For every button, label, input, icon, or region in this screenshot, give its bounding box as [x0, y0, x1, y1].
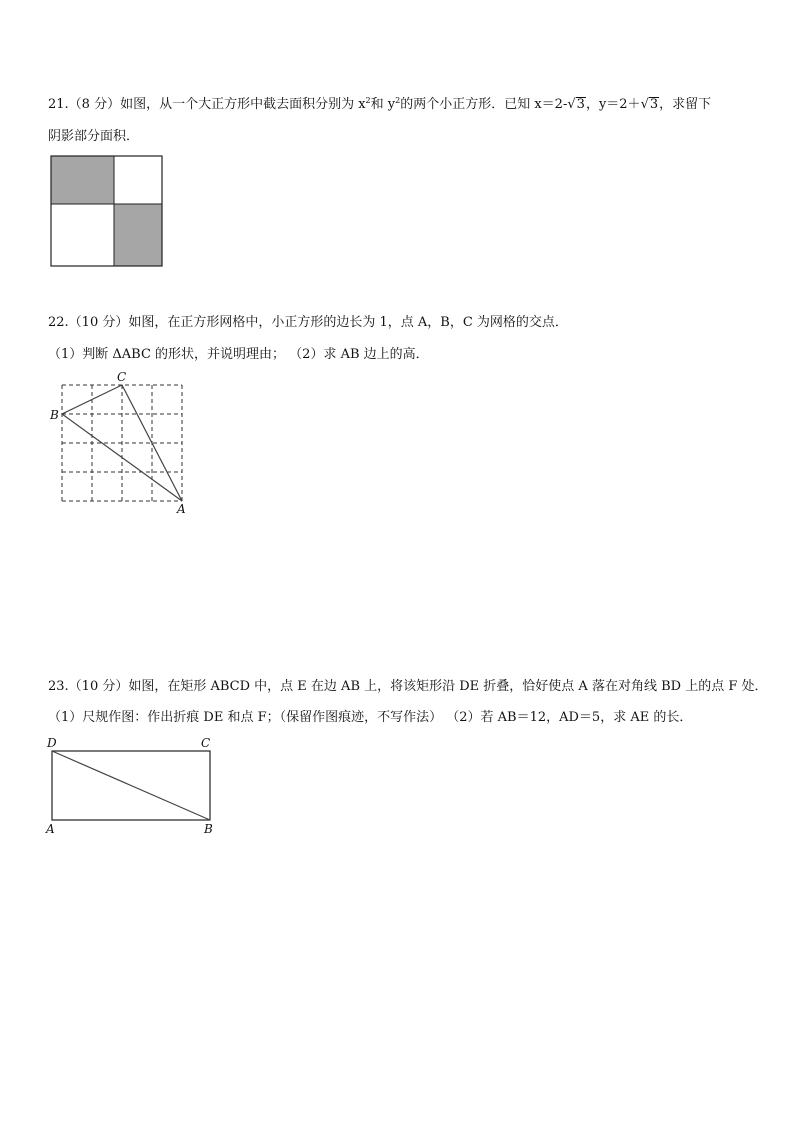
q23-rectangle-figure	[0, 730, 230, 840]
q22-line2: （1）判断 ΔABC 的形状，并说明理由； （2）求 AB 边上的高．	[48, 347, 429, 362]
q22-label-a: A	[177, 502, 186, 516]
q21-shaded-square-bottom-right	[114, 204, 162, 266]
q21-exp-x: 2	[365, 96, 371, 105]
q22-dashed-grid	[62, 385, 182, 501]
q22-line1: 22.（10 分）如图，在正方形网格中，小正方形的边长为 1，点 A，B，C 为网格的交点．	[48, 315, 568, 330]
q21-text-d: ，y＝2＋	[585, 97, 641, 112]
q22-label-b: B	[50, 408, 59, 422]
q23-label-c: C	[201, 736, 211, 750]
q23-label-a: A	[46, 822, 55, 836]
q21-text-b: 和 y	[370, 97, 396, 112]
q23-label-b: B	[204, 822, 213, 836]
q21-sqrt-2: √3	[640, 97, 659, 112]
q21-text-e: ，求留下	[659, 97, 712, 112]
q21-radicand-1: 3	[576, 97, 585, 112]
q21-text-c: 的两个小正方形．已知 x＝2-	[400, 97, 568, 112]
q22-grid-figure	[0, 370, 200, 515]
q21-exp-y: 2	[395, 96, 401, 105]
q22-label-c: C	[117, 370, 127, 384]
q23-line2: （1）尺规作图：作出折痕 DE 和点 F；（保留作图痕迹，不写作法） （2）若 AB＝12，AD＝5，求 AE 的长．	[48, 710, 693, 725]
q23-diagonal-bd	[52, 751, 210, 820]
q21-text-a: 21.（8 分）如图，从一个大正方形中截去面积分别为 x	[48, 97, 366, 112]
q21-line1	[48, 92, 711, 114]
q21-shaded-square-top-left	[51, 156, 114, 204]
q21-radicand-2: 3	[649, 97, 659, 112]
q21-sqrt-1: √3	[567, 97, 585, 112]
q21-line2: 阴影部分面积．	[48, 129, 140, 144]
q21-squares-figure	[50, 155, 164, 268]
q23-line1: 23.（10 分）如图，在矩形 ABCD 中，点 E 在边 AB 上，将该矩形沿 DE 折叠，恰好使点 A 落在对角线 BD 上的点 F 处．	[48, 679, 768, 694]
q23-label-d: D	[47, 736, 57, 750]
